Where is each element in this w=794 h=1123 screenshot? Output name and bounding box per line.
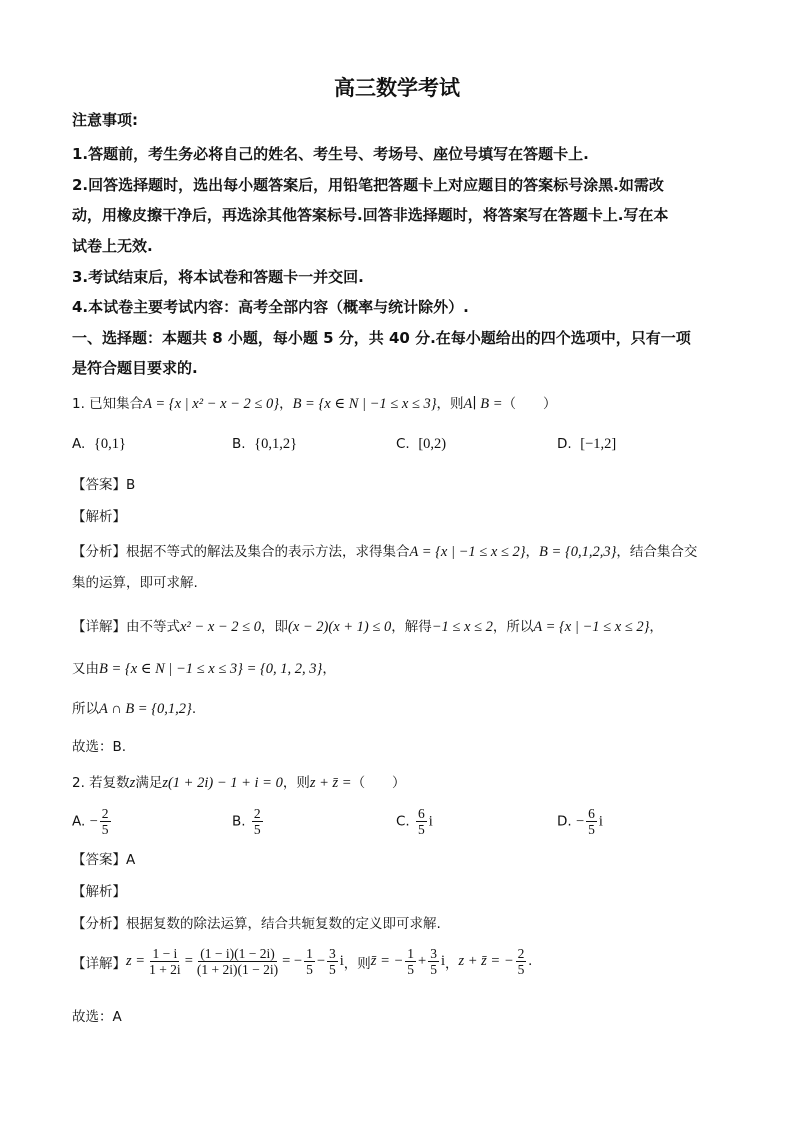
q1-analysis-tag: 【解析】 [72, 509, 126, 525]
q2-fenxi-text: 根据复数的除法运算，结合共轭复数的定义即可求解. [126, 916, 441, 932]
page-title: 高三数学考试 [334, 76, 460, 100]
q1-fenxi [72, 540, 697, 561]
q2-detail-frac-5 [405, 946, 416, 977]
section-heading-cont: 是符合题目要求的. [72, 359, 198, 377]
q2-stem [72, 771, 406, 792]
q1-option-d [557, 436, 616, 453]
q1-detail-factor: (x − 2)(x + 1) ≤ 0 [288, 619, 392, 635]
q2-detail-frac-6 [428, 946, 439, 977]
q2-detail-frac-3 [304, 946, 315, 977]
q2-detail-frac-6-den: 5 [430, 962, 437, 977]
q2-detail-frac-7-den: 5 [517, 962, 525, 977]
q2-option-b-num: 2 [253, 806, 261, 821]
q2-z: z [129, 775, 136, 791]
q1-option-c [396, 436, 446, 453]
q1-fenxi-text-end: ，结合集合交 [616, 544, 698, 560]
q2-detail-frac-1 [147, 946, 183, 977]
q1-choose: 故选：B. [72, 739, 127, 755]
answer-tag: 【答案】 [72, 477, 126, 493]
q2-detail-frac-3-den: 5 [306, 962, 313, 977]
q2-detail-frac-5-num: 1 [407, 946, 415, 961]
q2-stem-mid: 满足 [135, 775, 163, 791]
q1-option-c-label: C. [396, 436, 410, 452]
q1-stem-suffix: ，则 [436, 396, 464, 412]
q2-detail-frac-2-den: (1 + 2i)(1 − 2i) [196, 962, 279, 977]
answer-value: A [126, 852, 136, 868]
notice-item-2-cont: 动，用橡皮擦干净后，再选涂其他答案标号.回答非选择题时，将答案写在答题卡上.写在本 [72, 206, 669, 224]
q2-ask: z + z̄ = [309, 775, 352, 791]
q1-detail-intersection: A ∩ B = {0,1,2} [99, 701, 192, 717]
q2-option-d-label: D. [557, 813, 572, 830]
q2-detail-frac-1-num: 1 − i [152, 946, 178, 961]
q2-detail-frac-4-num: 3 [329, 946, 336, 961]
q1-option-c-text: [0,2) [418, 436, 447, 452]
q2-paren: （ ） [351, 775, 406, 791]
q2-detail-frac-1-den: 1 + 2i [149, 962, 181, 977]
q1-answer [72, 473, 135, 493]
q1-paren: （ ） [502, 396, 557, 412]
q1-option-a-text: {0,1} [93, 436, 126, 452]
q2-option-c-label: C. [396, 813, 410, 830]
q2-detail-eq-1: = [184, 953, 193, 969]
q2-detail-frac-3-num: 1 [306, 946, 313, 961]
q1-fenxi-set-a: A = {x | −1 ≤ x ≤ 2} [409, 544, 526, 560]
answer-value: B [126, 477, 136, 493]
q1-option-a-label: A. [72, 436, 86, 452]
q2-option-b [232, 806, 265, 837]
q1-option-a [72, 436, 126, 453]
q1-option-b-label: B. [232, 436, 246, 452]
q1-detail [72, 615, 663, 636]
q1-detail-text-8: 所以 [72, 701, 99, 717]
notice-item-2: 2.回答选择题时，选出每小题答案后，用铅笔把答题卡上对应题目的答案标号涂黑.如需改 [72, 176, 664, 194]
q2-detail-zbar: z̄ = − [370, 953, 404, 969]
q2-option-d-num: 6 [588, 806, 595, 821]
q2-option-c-tail: i [428, 813, 433, 830]
q2-answer [72, 848, 135, 868]
q1-detail-text-9: . [191, 701, 197, 717]
q2-detail-frac-6-num: 3 [430, 946, 437, 961]
notice-heading: 注意事项: [72, 111, 138, 129]
q1-option-b [232, 436, 297, 453]
q1-detail-text-2: ，即 [261, 619, 288, 635]
q1-detail-text-5: ， [649, 619, 663, 635]
q2-choose: 故选：A [72, 1009, 122, 1025]
q2-option-c-num: 6 [418, 806, 425, 821]
q2-option-c [396, 806, 433, 837]
q2-option-d [557, 806, 603, 837]
q2-detail-frac-4 [327, 946, 338, 977]
notice-item-4: 4.本试卷主要考试内容：高考全部内容（概率与统计除外）. [72, 298, 469, 316]
q2-option-a-sign: − [89, 813, 98, 830]
q1-sep: ， [279, 396, 293, 412]
q2-detail-then: ，则 [343, 955, 371, 972]
q2-analysis-tag: 【解析】 [72, 884, 126, 900]
q2-option-d-den: 5 [588, 822, 595, 837]
q1-stem [72, 392, 557, 413]
q1-detail-range: −1 ≤ x ≤ 2 [431, 619, 493, 635]
q1-detail-line3 [72, 697, 196, 718]
q2-option-b-label: B. [232, 813, 246, 830]
answer-tag: 【答案】 [72, 852, 126, 868]
q1-detail-text-7: ， [322, 661, 336, 677]
q2-detail-comma: ， [444, 955, 459, 972]
q1-detail-line2 [72, 657, 336, 678]
q2-equation: z(1 + 2i) − 1 + i = 0 [162, 775, 283, 791]
q2-detail-frac-7-num: 2 [517, 946, 525, 961]
q2-detail-frac-2-num: (1 − i)(1 − 2i) [200, 946, 275, 961]
q1-detail-ineq: x² − x − 2 ≤ 0 [180, 619, 261, 635]
q2-detail-i-2: i [440, 953, 445, 969]
q2-option-a-fraction [100, 806, 111, 837]
q2-option-d-sign: − [575, 813, 585, 830]
q1-fenxi-set-b: B = {0,1,2,3} [539, 544, 617, 560]
q1-option-d-text: [−1,2] [580, 436, 617, 452]
q2-stem-prefix: 2. 若复数 [72, 775, 130, 791]
q2-option-d-fraction [586, 806, 597, 837]
q1-set-b: B = {x ∈ N | −1 ≤ x ≤ 3} [292, 396, 437, 412]
q2-option-a-den: 5 [101, 822, 109, 837]
q2-detail-frac-5-den: 5 [407, 962, 415, 977]
q2-option-b-den: 5 [253, 822, 261, 837]
detail-tag: 【详解】 [72, 955, 126, 972]
q2-option-c-den: 5 [418, 822, 425, 837]
q1-fenxi-cont: 集的运算，即可求解. [72, 575, 198, 591]
q1-detail-text-4: ，所以 [492, 619, 534, 635]
detail-tag: 【详解】 [72, 619, 126, 635]
q2-option-d-tail: i [598, 813, 603, 830]
q1-option-b-text: {0,1,2} [254, 436, 298, 452]
q2-option-a [72, 806, 113, 837]
q2-option-a-num: 2 [101, 806, 109, 821]
q1-detail-set-a: A = {x | −1 ≤ x ≤ 2} [533, 619, 650, 635]
q2-option-b-fraction [252, 806, 263, 837]
q1-detail-set-b: B = {x ∈ N | −1 ≤ x ≤ 3} = {0, 1, 2, 3} [99, 661, 323, 677]
q1-fenxi-sep: ， [525, 544, 540, 560]
q2-detail-i-1: i [339, 953, 344, 969]
q2-detail-sum: z + z̄ = − [458, 953, 514, 969]
q2-option-c-fraction [416, 806, 427, 837]
q2-detail-frac-2 [195, 946, 280, 977]
q1-detail-text-3: ，解得 [391, 619, 432, 635]
q1-ask: A∣ B = [463, 396, 503, 412]
q2-detail-frac-4-den: 5 [329, 962, 336, 977]
q2-detail [72, 946, 532, 977]
q1-option-d-label: D. [557, 436, 572, 452]
q2-detail-z: z = [126, 953, 146, 969]
q1-fenxi-text: 根据不等式的解法及集合的表示方法，求得集合 [126, 544, 410, 560]
q2-stem-suffix: ，则 [282, 775, 310, 791]
q2-detail-dot: . [528, 953, 532, 969]
q2-option-a-label: A. [72, 813, 86, 830]
q2-detail-eq-2: = − [282, 953, 303, 969]
notice-item-1: 1.答题前，考生务必将自己的姓名、考生号、考场号、座位号填写在答题卡上. [72, 145, 589, 163]
q2-detail-plus: + [418, 953, 427, 969]
notice-item-3: 3.考试结束后，将本试卷和答题卡一并交回. [72, 268, 364, 286]
section-heading: 一、选择题：本题共 8 小题，每小题 5 分，共 40 分.在每小题给出的四个选项中，只有一项 [72, 329, 691, 347]
fenxi-tag: 【分析】 [72, 916, 126, 932]
q2-detail-minus: − [316, 953, 326, 969]
q1-detail-text-1: 由不等式 [126, 619, 180, 635]
q1-stem-prefix: 1. 已知集合 [72, 396, 144, 412]
q1-set-a: A = {x | x² − x − 2 ≤ 0} [143, 396, 280, 412]
q2-detail-frac-7 [516, 946, 527, 977]
q1-detail-text-6: 又由 [72, 661, 99, 677]
notice-item-2-end: 试卷上无效. [72, 237, 153, 255]
fenxi-tag: 【分析】 [72, 544, 126, 560]
q2-fenxi [72, 912, 441, 932]
